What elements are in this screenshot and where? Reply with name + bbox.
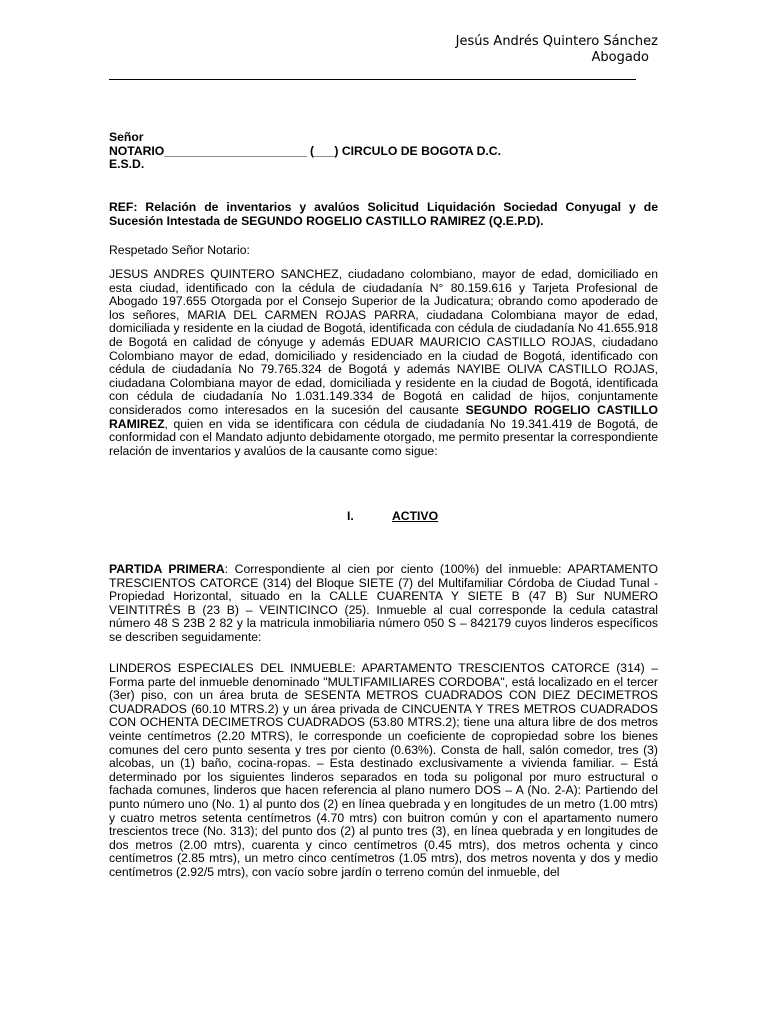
intro-causante-name: SEGUNDO ROGELIO CASTILLO RAMIREZ — [109, 402, 659, 431]
author-title: Abogado — [591, 50, 649, 65]
partida-text: : Correspondiente al cien por ciento (100%) del inmueble: APARTAMENTO TRESCIENTOS CATORCE (314) del Bloque SIETE (7) del Multifamiliar Córdoba de Ciudad Tunal - Propiedad Horizontal, situado en la CALLE CUARENTA Y SIETE B (47 B) Sur NUMERO VEINTITRÉS B (23 B) – VEINTICINCO (25). Inmueble al cual corresponde la cedula catastral número 48 S 23B 2 82 y la matricula inmobiliaria número 050 S – 842179 cuyos linderos específicos se describen seguidamente: — [109, 562, 658, 644]
section-title: ACTIVO — [392, 509, 439, 523]
reference-line: REF: Relación de inventarios y avalúos Solicitud Liquidación Sociedad Conyugal y de Sucesión Intestada de SEGUNDO ROGELIO CASTILLO RAMIREZ (Q.E.P.D). — [109, 200, 658, 228]
salutation: Respetado Señor Notario: — [109, 243, 250, 257]
addressee-line-2: NOTARIO_____________________ (___) CIRCULO DE BOGOTA D.C. — [109, 143, 501, 158]
author-name: Jesús Andrés Quintero Sánchez — [455, 34, 658, 49]
section-heading — [347, 510, 547, 524]
linderos-paragraph: LINDEROS ESPECIALES DEL INMUEBLE: APARTAMENTO TRESCIENTOS CATORCE (314) – Forma parte del inmueble denominado "MULTIFAMILIARES CORDOBA", está localizado en el tercer (3er) piso, con un área bruta de SESENTA METROS CUADRADOS CON DIEZ DECIMETROS CUADRADOS (60.10 MTRS.2) y un área privada de CINCUENTA Y TRES METROS CUADRADOS CON OCHENTA DECIMETROS CUADRADOS (53.80 MTRS.2); tiene una altura libre de dos metros veinte centímetros (2.20 MTRS), le corresponde un coeficiente de copropiedad sobre los bienes comunes del cero punto sesenta y tres por ciento (0.63%). Consta de hall, salón comedor, tres (3) alcobas, un (1) baño, cocina-ropas. – Esta destinado exclusivamente a vivienda familiar. – Está determinado por los siguientes linderos separados en toda su poligonal por muro estructural o fachada comunes, linderos que hacen referencia al plano numero DOS – A (No. 2-A): Partiendo del punto número uno (No. 1) al punto dos (2) en línea quebrada y en longitudes de un metro (1.00 mtrs) y cuatro metros setenta centímetros (4.70 mtrs) con buitron común y con el apartamento numero trescientos trece (No. 313); del punto dos (2) al punto tres (3), en línea quebrada y en longitudes de dos metros (2.00 mtrs), cuarenta y cinco centímetros (0.45 mtrs), dos metros ochenta y cinco centímetros (2.85 mtrs), un metro cinco centímetros (1.05 mtrs), dos metros noventa y dos y medio centímetros (2.92/5 mtrs), con vacío sobre jardín o terreno común del inmueble, del — [109, 661, 658, 879]
partida-paragraph — [109, 563, 658, 645]
addressee-line-3: E.S.D. — [109, 157, 145, 172]
intro-paragraph — [109, 268, 658, 458]
intro-text-1: JESUS ANDRES QUINTERO SANCHEZ, ciudadano colombiano, mayor de edad, domiciliado en esta ciudad, identificado con la cédula de ciudadanía N° 80.159.616 y Tarjeta Profesional de Abogado 197.655 Otorgada por el Consejo Superior de la Judicatura; obrando como apoderado de los señores, MARIA DEL CARMEN ROJAS PARRA, ciudadana Colombiana mayor de edad, domiciliada y residente en la ciudad de Bogotá, identificada con cédula de ciudadanía No 41.655.918 de Bogotá en calidad de cónyuge y además EDUAR MAURICIO CASTILLO ROJAS, ciudadano Colombiano mayor de edad, domiciliado y residenciado en la ciudad de Bogotá, identificado con cédula de ciudadanía No 79.765.324 de Bogotá y además NAYIBE OLIVA CASTILLO ROJAS, ciudadana Colombiana mayor de edad, domiciliada y residente en la ciudad de Bogotá, identificada con cédula de ciudadanía No 1.031.149.334 de Bogotá en calidad de hijos, conjuntamente considerados como interesados en la sucesión del causante — [109, 267, 658, 417]
intro-text-2: , quien en vida se identificara con cédula de ciudadanía No 19.341.419 de Bogotá, de conformidad con el Mandato adjunto debidamente otorgado, me permito presentar la correspondiente relación de inventarios y avalúos de la causante como sigue: — [109, 416, 658, 458]
partida-label: PARTIDA PRIMERA — [109, 562, 225, 576]
addressee-block — [109, 131, 658, 172]
addressee-line-1: Señor — [109, 130, 144, 144]
header-divider — [109, 79, 636, 80]
section-number: I. — [347, 509, 354, 523]
